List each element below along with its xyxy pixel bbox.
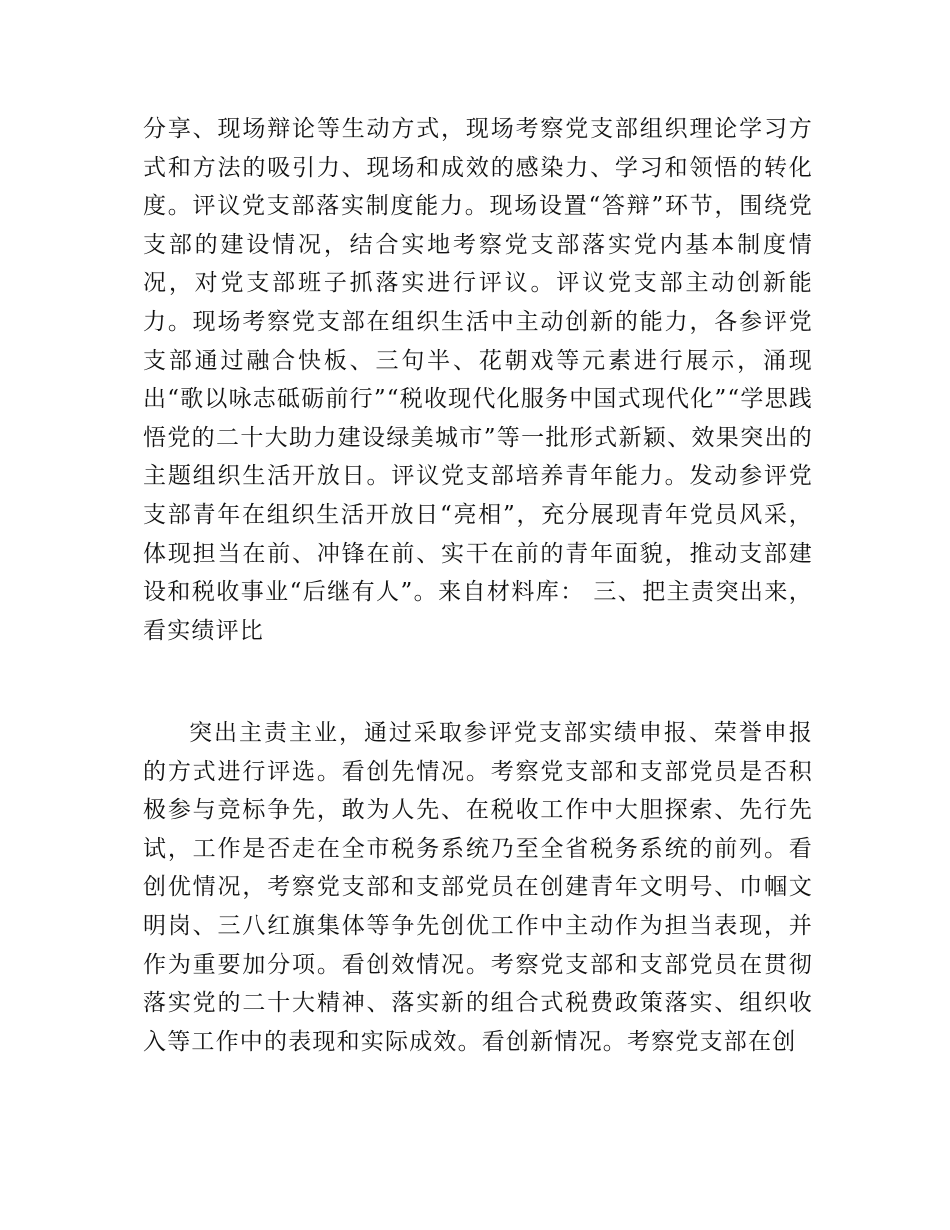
paragraph-2: 突出主责主业，通过采取参评党支部实绩申报、荣誉申报的方式进行评选。看创先情况。考察党支部和支部党员是否积极参与竞标争先，敢为人先、在税收工作中大胆探索、先行先试，工作是否走在全市税务系统乃至全省税务系统的前列。看创优情况，考察党支部和支部党员在创建青年文明号、巾帼文明岗、三八红旗集体等争先创优工作中主动作为担当表现，并作为重要加分项。看创效情况。考察党支部和支部党员在贯彻落实党的二十大精神、落实新的组合式税费政策落实、组织收入等工作中的表现和实际成效。看创新情况。考察党支部在创 xyxy=(143,720,813,1055)
paragraph-1: 分享、现场辩论等生动方式，现场考察党支部组织理论学习方式和方法的吸引力、现场和成效的感染力、学习和领悟的转化度。评议党支部落实制度能力。现场设置“答辩”环节，围绕党支部的建设情况，结合实地考察党支部落实党内基本制度情况，对党支部班子抓落实进行评议。评议党支部主动创新能力。现场考察党支部在组织生活中主动创新的能力，各参评党支部通过融合快板、三句半、花朝戏等元素进行展示，涌现出“歌以咏志砥砺前行”“税收现代化服务中国式现代化”“学思践悟党的二十大助力建设绿美城市”等一批形式新颖、效果突出的主题组织生活开放日。评议党支部培养青年能力。发动参评党支部青年在组织生活开放日“亮相”，充分展现青年党员风采，体现担当在前、冲锋在前、实干在前的青年面貌，推动支部建设和税收事业“后继有人”。来自材料库： 三、把主责突出来，看实绩评比 xyxy=(143,116,813,644)
